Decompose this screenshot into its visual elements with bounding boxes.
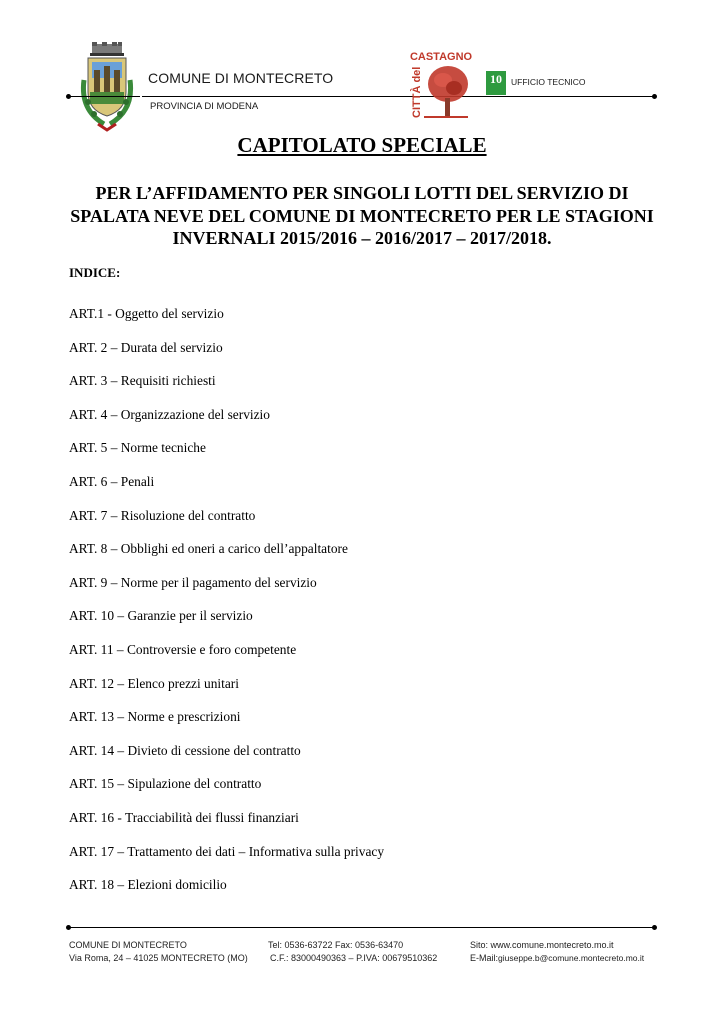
citta-castagno-logo [410,48,472,120]
header-rule-left [68,96,140,97]
comune-name: COMUNE DI MONTECRETO [148,70,334,86]
footer-comune-name: COMUNE DI MONTECRETO [69,940,187,950]
index-item: ART. 6 – Penali [69,473,155,489]
ten-badge-number: 10 [490,72,502,86]
index-item: ART. 14 – Divieto di cessione del contratto [69,742,301,758]
index-item: ART.1 - Oggetto del servizio [69,306,224,321]
index-list [69,304,384,909]
footer-email-line [470,952,644,965]
comune-crest-logo [76,40,138,132]
index-item: ART. 11 – Controversie e foro competente [69,641,297,657]
index-item: ART. 18 – Elezioni domicilio [69,877,227,893]
footer-phone: Tel: 0536-63722 Fax: 0536-63470 [268,940,404,950]
index-item: ART. 15 – Sipulazione del contratto [69,776,262,792]
footer-email-label: E-Mail: [470,952,499,963]
footer-email-link[interactable]: giuseppe.b@comune.montecreto.mo.it [498,952,645,963]
index-item: ART. 12 – Elenco prezzi unitari [69,675,239,691]
castagno-logo-text: CASTAGNO [410,51,472,63]
index-item: ART. 7 – Risoluzione del contratto [69,507,256,523]
footer-rule-dot-right [652,925,657,930]
footer-rule [68,927,654,928]
index-item: ART. 5 – Norme tecniche [69,440,206,456]
header-rule-dot-right [652,94,657,99]
index-item: ART. 3 – Requisiti richiesti [69,373,216,389]
footer-site-link[interactable]: Sito: www.comune.montecreto.mo.it [470,940,614,950]
document-title: CAPITOLATO SPECIALE [237,133,487,157]
header-rule [142,96,654,97]
footer-address-block [69,939,248,964]
index-heading: INDICE: [69,265,121,280]
index-item: ART. 17 – Trattamento dei dati – Informativa sulla privacy [69,843,385,859]
provincia-name: PROVINCIA DI MODENA [150,101,259,112]
index-item: ART. 13 – Norme e prescrizioni [69,709,241,725]
footer-address: Via Roma, 24 – 41025 MONTECRETO (MO) [69,952,248,963]
index-item: ART. 10 – Garanzie per il servizio [69,608,253,624]
footer-web-block [470,939,644,964]
footer-contact-block [268,939,437,964]
ufficio-label: UFFICIO TECNICO [511,77,586,87]
index-item: ART. 2 – Durata del servizio [69,339,223,355]
index-item: ART. 8 – Obblighi ed oneri a carico dell’appaltatore [69,541,348,557]
footer-fiscal: C.F.: 83000490363 – P.IVA: 00679510362 [270,952,438,963]
index-item: ART. 4 – Organizzazione del servizio [69,406,270,422]
document-subtitle: PER L’AFFIDAMENTO PER SINGOLI LOTTI DEL SERVIZIO DI SPALATA NEVE DEL COMUNE DI MONTECRETO PER LE STAGIONI INVERNALI 2015/2016 – 2016/2017 – 2017/2018. [70,183,654,248]
index-item: ART. 16 - Tracciabilità dei flussi finanziari [69,809,299,825]
index-item: ART. 9 – Norme per il pagamento del servizio [69,574,317,590]
citta-logo-text: CITTÀ del [411,66,423,118]
